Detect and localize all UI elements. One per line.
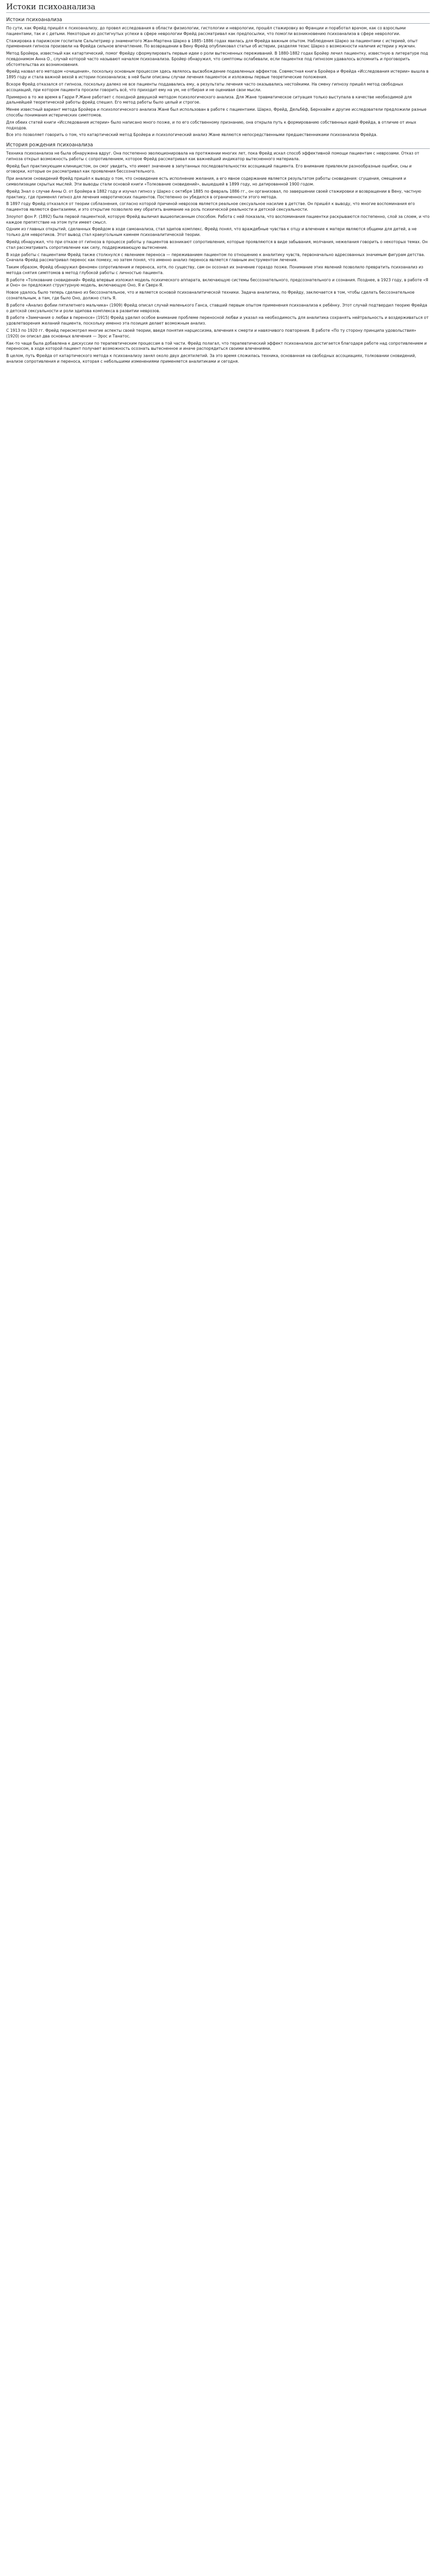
document-page: [0, 0, 436, 377]
paragraph: Фрейд Знал о случае Анны О. от Бройера в 1882 году и изучал гипноз у Шарко с октября 1885 по февраль 1886 гг., он организовал, по завершении своей стажировки и возвращении в Вену, частную практику, где применял гипноз для лечения невротических пациентов. Постепенно он убедился в ограниченности этого метода.: [6, 189, 422, 199]
paragraph: Примерно в то же время в Гарри Р.Жане работает с походной девушкой методом психологического анализа. Для Жане травматическое ситуация только выступала в качестве необходимой для дальнейшей теоретической работы фрейд спешил. Его метод работы было целый и строгое.: [6, 94, 412, 105]
paragraph: В 1897 году Фрейд отказался от теории соблазнения, согласно которой причиной неврозов является реальное сексуальное насилие в детстве. Он пришёл к выводу, что многие воспоминания его пациентов являются фантазиями, и это открытие позволило ему обратить внимание на роль психической реальности и детской сексуальности.: [6, 201, 415, 212]
paragraph: В работе «Замечания о любви в переносе» (1915) Фрейд уделил особое внимание проблеме переносной любви и указал на необходимость для аналитика сохранять нейтральность и воздерживаться от удовлетворения желаний пациента, поскольку именно эта позиция делает возможным анализ.: [6, 315, 429, 326]
paragraph: В работе «Толкование сновидений» Фрейд впервые изложил модель психического аппарата, включающую системы бессознательного, предсознательного и сознания. Позднее, в 1923 году, в работе «Я и Оно» он предложил структурную модель, включающую Оно, Я и Сверх-Я.: [6, 277, 428, 288]
paragraph: Вскоре Фрейд отказался от гипноза, поскольку далеко не все пациенты поддавались ему, а результаты лечения часто оказывались нестойкими. На смену гипнозу пришёл метод свободных ассоциаций, при котором пациента просили говорить всё, что приходит ему на ум, не отбирая и не оценивая свои мысли.: [6, 82, 404, 92]
paragraph: Менее известный вариант метода Бройера и психологического анализа Жане был использован в работе с пациентами. Шарко, Фрейд, Дельбёф, Бернхайм и другие исследователи предложили разные способы понимания истерических симптомов.: [6, 107, 427, 117]
section-body: [6, 26, 430, 138]
paragraph: Фрейд был практикующим клиницистом, он смог увидеть, что имеет значение в запутанных последовательностях ассоциаций пациента. Его внимание привлекли разнообразные ошибки, сны и оговорки, которые он рассматривал как проявления бессознательного.: [6, 163, 412, 174]
paragraph: Техника психоанализа не была обнаружена вдруг. Она постепенно эволюционировала на протяжении многих лет, пока Фрейд искал способ эффективной помощи пациентам с неврозами. Отказ от гипноза открыл возможность работы с сопротивлением, которое Фрейд рассматривал как важнейший индикатор вытесненного материала.: [6, 151, 420, 161]
page-title: Истоки психоанализа: [6, 2, 430, 13]
article-section: [6, 17, 430, 138]
paragraph: Новое удалось было теперь сделано из бессознательное, что и является основой психоаналитической техники. Задача аналитика, по Фрейду, заключается в том, чтобы сделать бессознательное сознательным, а там, где было Оно, должно стать Я.: [6, 290, 415, 301]
paragraph: Метод Бройера, известный как катартический, помог Фрейду сформулировать первые идеи о роли вытесненных переживаний. В 1880-1882 годах Бройер лечил пациентку, известную в литературе под псевдонимом Анна О., случай которой часто называют началом психоанализа. Бройер обнаружил, что симптомы ослабевали, если пациентке под гипнозом удавалось вспомнить и проговорить обстоятельства их возникновения.: [6, 51, 428, 67]
section-body: [6, 151, 430, 365]
paragraph: Как-то чаще была добавлена к дискуссии по терапевтическим процессам в той части. Фрейд полагал, что терапевтический эффект психоанализа достигается благодаря работе над сопротивлением и переносом, в ходе которой пациент получает возможность осознать вытесненное и иначе распорядиться своими влечениями.: [6, 341, 427, 351]
paragraph: Злоупот фон Р. (1892) была первой пациенткой, которую Фрейд выличил вышеописанным способом. Работа с ней показала, что воспоминания пациентки раскрываются постепенно, слой за слоем, и что каждое препятствие на этом пути имеет смысл.: [6, 214, 430, 225]
paragraph: Фрейд обнаружил, что при отказе от гипноза в процессе работы у пациентов возникают сопротивления, которые проявляются в виде забывания, молчания, нежелания говорить о некоторых темах. Он стал рассматривать сопротивление как силу, поддерживающую вытеснение.: [6, 240, 428, 250]
section-heading: Истоки психоанализа: [6, 17, 430, 24]
paragraph: Фрейд назвал его методом «очищения», поскольку основным процессом здесь являлось высвобождение подавленных аффектов. Совместная книга Бройера и Фрейда «Исследования истерии» вышла в 1895 году и стала важной вехой в истории психоанализа; в ней были описаны случаи лечения пациенток и изложены первые теоретические положения.: [6, 69, 429, 80]
article-body: [6, 17, 430, 365]
section-heading: История рождения психоанализа: [6, 142, 430, 149]
paragraph: Таким образом, Фрейд обнаружил феномен сопротивления и переноса, хотя, по существу, сам он осознал их значение гораздо позже. Понимание этих явлений позволило превратить психоанализ из метода снятия симптомов в метод глубокой работы с личностью пациента.: [6, 265, 424, 275]
paragraph: Одним из главных открытий, сделанных Фрейдом в ходе самоанализа, стал эдипов комплекс. Фрейд понял, что враждебные чувства к отцу и влечение к матери являются общими для детей, а не только для невротиков. Этот вывод стал краеугольным камнем психоаналитической теории.: [6, 227, 417, 238]
paragraph: Стажировка в парижском госпитале Сальпетриер у знаменитого Жан-Мартена Шарко в 1885–1886 годах явилась для Фрейда важным опытом. Наблюдения Шарко за пациентами с истерией, опыт применения гипноза произвели на Фрейда сильное впечатление. По возвращении в Вену Фрейд опубликовал статьи об истерии, разделяя тезис Шарко о возможности наличия истерии у мужчин.: [6, 38, 418, 49]
paragraph: В ходе работы с пациентами Фрейд также столкнулся с явлением переноса — переживанием пациентом по отношению к аналитику чувств, первоначально адресованных значимым фигурам детства. Сначала Фрейд рассматривал перенос как помеху, но затем понял, что именно анализ переноса является главным инструментом лечения.: [6, 252, 425, 263]
paragraph: В работе «Анализ фобии пятилетнего мальчика» (1909) Фрейд описал случай маленького Ганса, ставший первым опытом применения психоанализа к ребёнку. Этот случай подтвердил теорию Фрейда о детской сексуальности и роли эдипова комплекса в развитии неврозов.: [6, 302, 427, 313]
paragraph: При анализе сновидений Фрейд пришёл к выводу о том, что сновидение есть исполнение желания, а его явное содержание является результатом работы сновидения: сгущения, смещения и символизации скрытых мыслей. Эти выводы стали основой книги «Толкование сновидений», вышедшей в 1899 году, но датированной 1900 годом.: [6, 176, 406, 187]
article-section: [6, 142, 430, 365]
paragraph: С 1913 по 1920 гг. Фрейд пересмотрел многие аспекты своей теории, введя понятия нарциссизма, влечения к смерти и навязчивого повторения. В работе «По ту сторону принципа удовольствия» (1920) он описал два основных влечения — Эрос и Танатос.: [6, 328, 416, 338]
paragraph: Все это позволяет говорить о том, что катартический метод Бройера и психологический анализ Жане являются непосредственными предшественниками психоанализа Фрейда.: [6, 132, 378, 138]
paragraph: По сути, как Фрейд пришёл к психоанализу, до провел исследования в области физиологии, гистологии и неврологии, прошёл стажировку во Франции и поработал врачом, как со взрослыми пациентами, так и с детьми. Некоторые из достигнутых успехи в сфере неврологии Фрейд рассматривал как предпосылки, что помогли возникновению психоанализа в сфере неврологии.: [6, 26, 406, 36]
paragraph: В целом, путь Фрейда от катартического метода к психоанализу занял около двух десятилетий. За это время сложилась техника, основанная на свободных ассоциациях, толковании сновидений, анализе сопротивления и переноса, которая с небольшими изменениями применяется аналитиками и сегодня.: [6, 353, 416, 364]
paragraph: Для обеих статей книги «Исследования истерии» было написано много позже, и по его собственному признанию, она открыла путь к формированию собственных идей Фрейда, в отличие от иных подходов.: [6, 120, 416, 130]
